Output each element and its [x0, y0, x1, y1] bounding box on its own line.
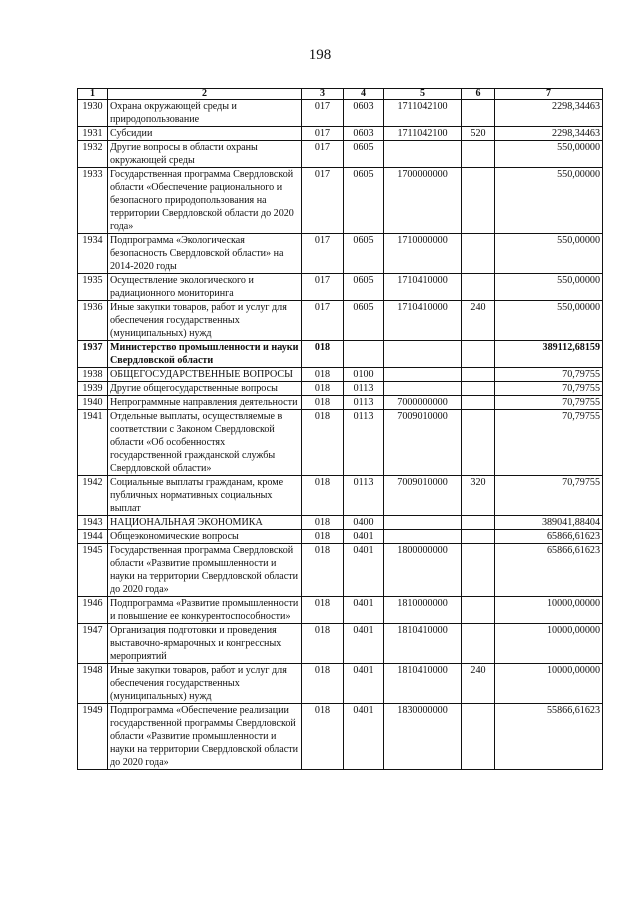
row-section-code — [344, 341, 384, 368]
row-amount: 10000,00000 — [495, 664, 603, 704]
row-expense-type — [462, 141, 495, 168]
col-header-3: 3 — [302, 89, 344, 100]
table-row — [78, 100, 603, 127]
row-name: Иные закупки товаров, работ и услуг для обеспечения государственных (муниципальных) нужд — [108, 301, 302, 341]
row-target-code — [384, 516, 462, 530]
row-target-code — [384, 141, 462, 168]
row-amount: 70,79755 — [495, 410, 603, 476]
table-row — [78, 127, 603, 141]
row-ministry-code: 017 — [302, 274, 344, 301]
row-amount: 2298,34463 — [495, 127, 603, 141]
row-expense-type — [462, 234, 495, 274]
row-expense-type — [462, 544, 495, 597]
row-amount: 10000,00000 — [495, 597, 603, 624]
row-section-code: 0605 — [344, 301, 384, 341]
row-number: 1937 — [78, 341, 108, 368]
row-name: Отдельные выплаты, осуществляемые в соответствии с Законом Свердловской области «Об особенностях государственной гражданской службы Свердловской области» — [108, 410, 302, 476]
row-expense-type — [462, 274, 495, 301]
table-row — [78, 396, 603, 410]
row-target-code: 1711042100 — [384, 127, 462, 141]
row-name: Охрана окружающей среды и природопользование — [108, 100, 302, 127]
row-expense-type — [462, 624, 495, 664]
row-name: Подпрограмма «Экологическая безопасность Свердловской области» на 2014-2020 годы — [108, 234, 302, 274]
row-name: Осуществление экологического и радиационного мониторинга — [108, 274, 302, 301]
row-amount: 550,00000 — [495, 234, 603, 274]
table-row — [78, 341, 603, 368]
row-number: 1948 — [78, 664, 108, 704]
row-section-code: 0113 — [344, 396, 384, 410]
row-target-code — [384, 382, 462, 396]
row-name: Иные закупки товаров, работ и услуг для обеспечения государственных (муниципальных) нужд — [108, 664, 302, 704]
row-name: Организация подготовки и проведения выставочно-ярмарочных и конгрессных мероприятий — [108, 624, 302, 664]
row-section-code: 0401 — [344, 704, 384, 770]
table-header-row — [78, 89, 603, 100]
col-header-6: 6 — [462, 89, 495, 100]
row-number: 1931 — [78, 127, 108, 141]
row-name: Другие вопросы в области охраны окружающей среды — [108, 141, 302, 168]
row-section-code: 0603 — [344, 100, 384, 127]
table-row — [78, 368, 603, 382]
row-expense-type: 320 — [462, 476, 495, 516]
col-header-2: 2 — [108, 89, 302, 100]
row-ministry-code: 017 — [302, 234, 344, 274]
row-section-code: 0113 — [344, 410, 384, 476]
row-section-code: 0605 — [344, 141, 384, 168]
row-expense-type — [462, 704, 495, 770]
row-amount: 389041,88404 — [495, 516, 603, 530]
row-ministry-code: 018 — [302, 341, 344, 368]
table-row — [78, 301, 603, 341]
row-target-code: 1710000000 — [384, 234, 462, 274]
table-row — [78, 168, 603, 234]
row-amount: 2298,34463 — [495, 100, 603, 127]
row-expense-type — [462, 382, 495, 396]
row-expense-type — [462, 516, 495, 530]
table-row — [78, 544, 603, 597]
row-expense-type: 240 — [462, 301, 495, 341]
row-amount: 65866,61623 — [495, 544, 603, 597]
row-amount: 550,00000 — [495, 301, 603, 341]
row-name: Непрограммные направления деятельности — [108, 396, 302, 410]
page-number: 198 — [308, 47, 332, 63]
col-header-5: 5 — [384, 89, 462, 100]
row-ministry-code: 017 — [302, 100, 344, 127]
row-expense-type — [462, 168, 495, 234]
row-section-code: 0605 — [344, 234, 384, 274]
row-target-code: 1810000000 — [384, 597, 462, 624]
row-ministry-code: 018 — [302, 516, 344, 530]
row-amount: 70,79755 — [495, 368, 603, 382]
row-number: 1947 — [78, 624, 108, 664]
row-section-code: 0603 — [344, 127, 384, 141]
row-amount: 389112,68159 — [495, 341, 603, 368]
row-section-code: 0401 — [344, 624, 384, 664]
row-section-code: 0100 — [344, 368, 384, 382]
table-row — [78, 141, 603, 168]
row-ministry-code: 018 — [302, 664, 344, 704]
table-row — [78, 410, 603, 476]
row-target-code — [384, 530, 462, 544]
row-name: Социальные выплаты гражданам, кроме публичных нормативных социальных выплат — [108, 476, 302, 516]
row-ministry-code: 017 — [302, 301, 344, 341]
row-name: НАЦИОНАЛЬНАЯ ЭКОНОМИКА — [108, 516, 302, 530]
row-amount: 550,00000 — [495, 168, 603, 234]
row-amount: 10000,00000 — [495, 624, 603, 664]
row-name: Министерство промышленности и науки Свердловской области — [108, 341, 302, 368]
row-amount: 65866,61623 — [495, 530, 603, 544]
row-number: 1943 — [78, 516, 108, 530]
row-ministry-code: 018 — [302, 530, 344, 544]
table-row — [78, 382, 603, 396]
row-target-code — [384, 341, 462, 368]
row-section-code: 0401 — [344, 544, 384, 597]
row-expense-type: 240 — [462, 664, 495, 704]
row-ministry-code: 018 — [302, 382, 344, 396]
row-amount: 550,00000 — [495, 141, 603, 168]
col-header-7: 7 — [495, 89, 603, 100]
row-section-code: 0605 — [344, 274, 384, 301]
row-number: 1930 — [78, 100, 108, 127]
row-name: ОБЩЕГОСУДАРСТВЕННЫЕ ВОПРОСЫ — [108, 368, 302, 382]
row-ministry-code: 018 — [302, 597, 344, 624]
table-row — [78, 664, 603, 704]
row-section-code: 0401 — [344, 664, 384, 704]
row-number: 1945 — [78, 544, 108, 597]
row-number: 1942 — [78, 476, 108, 516]
row-number: 1939 — [78, 382, 108, 396]
row-number: 1935 — [78, 274, 108, 301]
row-section-code: 0113 — [344, 382, 384, 396]
table-row — [78, 274, 603, 301]
col-header-4: 4 — [344, 89, 384, 100]
row-expense-type — [462, 396, 495, 410]
row-number: 1941 — [78, 410, 108, 476]
row-number: 1946 — [78, 597, 108, 624]
row-expense-type — [462, 368, 495, 382]
row-number: 1932 — [78, 141, 108, 168]
row-section-code: 0401 — [344, 530, 384, 544]
row-number: 1944 — [78, 530, 108, 544]
row-number: 1940 — [78, 396, 108, 410]
row-amount: 70,79755 — [495, 382, 603, 396]
row-expense-type — [462, 341, 495, 368]
row-ministry-code: 018 — [302, 704, 344, 770]
row-number: 1936 — [78, 301, 108, 341]
row-ministry-code: 017 — [302, 141, 344, 168]
row-section-code: 0400 — [344, 516, 384, 530]
row-name: Государственная программа Свердловской области «Обеспечение рационального и безопасного природопользования на территории Свердловской области до 2020 года» — [108, 168, 302, 234]
row-number: 1938 — [78, 368, 108, 382]
row-ministry-code: 018 — [302, 396, 344, 410]
row-expense-type: 520 — [462, 127, 495, 141]
row-name: Субсидии — [108, 127, 302, 141]
row-number: 1949 — [78, 704, 108, 770]
row-ministry-code: 017 — [302, 168, 344, 234]
row-target-code: 1710410000 — [384, 274, 462, 301]
row-amount: 550,00000 — [495, 274, 603, 301]
table-row — [78, 530, 603, 544]
row-expense-type — [462, 410, 495, 476]
row-number: 1934 — [78, 234, 108, 274]
row-name: Общеэкономические вопросы — [108, 530, 302, 544]
table-row — [78, 624, 603, 664]
row-section-code: 0605 — [344, 168, 384, 234]
row-target-code: 1700000000 — [384, 168, 462, 234]
table-row — [78, 234, 603, 274]
table-row — [78, 516, 603, 530]
col-header-1: 1 — [78, 89, 108, 100]
row-expense-type — [462, 530, 495, 544]
row-name: Подпрограмма «Обеспечение реализации государственной программы Свердловской области «Развитие промышленности и науки на территории Свердловской области до 2020 года» — [108, 704, 302, 770]
row-section-code: 0401 — [344, 597, 384, 624]
row-target-code: 1710410000 — [384, 301, 462, 341]
table-row — [78, 704, 603, 770]
table-row — [78, 476, 603, 516]
row-expense-type — [462, 100, 495, 127]
row-ministry-code: 018 — [302, 410, 344, 476]
row-ministry-code: 018 — [302, 368, 344, 382]
row-amount: 55866,61623 — [495, 704, 603, 770]
row-target-code: 1810410000 — [384, 664, 462, 704]
row-section-code: 0113 — [344, 476, 384, 516]
row-target-code: 7009010000 — [384, 410, 462, 476]
row-target-code: 1711042100 — [384, 100, 462, 127]
row-expense-type — [462, 597, 495, 624]
row-amount: 70,79755 — [495, 396, 603, 410]
row-target-code: 7000000000 — [384, 396, 462, 410]
row-ministry-code: 018 — [302, 624, 344, 664]
row-ministry-code: 018 — [302, 544, 344, 597]
budget-table — [77, 88, 603, 770]
row-ministry-code: 017 — [302, 127, 344, 141]
row-target-code: 1800000000 — [384, 544, 462, 597]
row-ministry-code: 018 — [302, 476, 344, 516]
row-target-code: 1830000000 — [384, 704, 462, 770]
row-target-code — [384, 368, 462, 382]
row-name: Подпрограмма «Развитие промышленности и повышение ее конкурентоспособности» — [108, 597, 302, 624]
row-target-code: 7009010000 — [384, 476, 462, 516]
row-amount: 70,79755 — [495, 476, 603, 516]
row-number: 1933 — [78, 168, 108, 234]
row-target-code: 1810410000 — [384, 624, 462, 664]
row-name: Государственная программа Свердловской области «Развитие промышленности и науки на территории Свердловской области до 2020 года» — [108, 544, 302, 597]
table-row — [78, 597, 603, 624]
row-name: Другие общегосударственные вопросы — [108, 382, 302, 396]
